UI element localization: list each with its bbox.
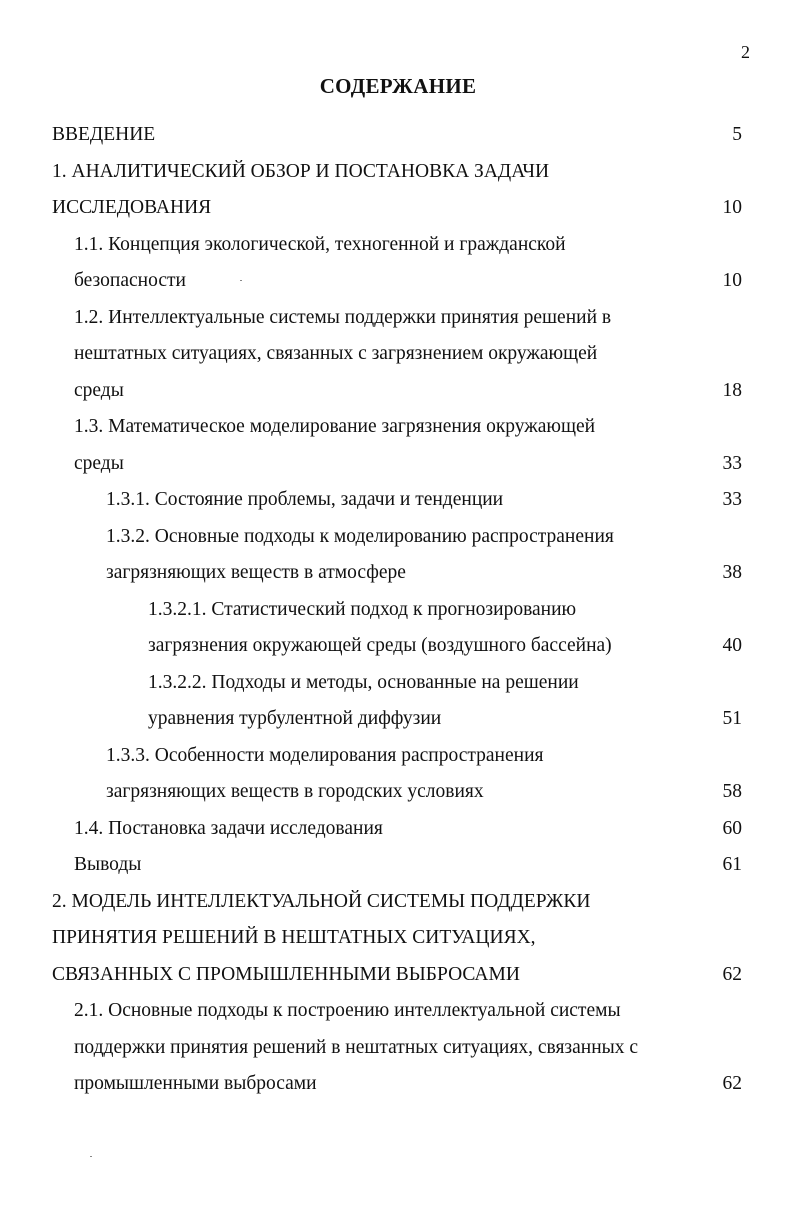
toc-entry-text: поддержки принятия решений в нештатных ситуациях, связанных с <box>74 1036 639 1058</box>
toc-entry-text: 2.1. Основные подходы к построению интеллектуальной системы <box>74 1000 621 1021</box>
toc-page-number: 18 <box>722 379 742 401</box>
toc-entry-text: загрязнения окружающей среды (воздушного бассейна) <box>148 635 612 656</box>
toc-entry-text: уравнения турбулентной диффузии <box>148 708 442 729</box>
toc-line <box>0 701 796 738</box>
toc-line <box>0 738 796 775</box>
toc-line <box>0 190 796 227</box>
toc-entry-text: ПРИНЯТИЯ РЕШЕНИЙ В НЕШТАТНЫХ СИТУАЦИЯХ, <box>52 927 536 948</box>
toc-line <box>0 774 796 811</box>
toc-page-number: 62 <box>722 963 742 985</box>
scan-speck <box>240 280 242 281</box>
toc-page-number: 5 <box>732 124 742 145</box>
page-number: 2 <box>741 42 750 62</box>
toc-page-number: 58 <box>722 781 742 802</box>
toc-entry-text: 1.3.3. Особенности моделирования распространения <box>106 744 544 766</box>
toc-entry-text: 1.1. Концепция экологической, техногенной и гражданской <box>74 233 566 255</box>
toc-line <box>0 628 796 665</box>
toc-line <box>0 1030 796 1067</box>
table-of-contents <box>0 117 796 1103</box>
toc-line <box>0 300 796 337</box>
toc-entry-text: загрязняющих веществ в городских условиях <box>106 781 484 802</box>
toc-line <box>0 409 796 446</box>
toc-line <box>0 263 796 300</box>
toc-line <box>0 847 796 884</box>
toc-page-number: 60 <box>722 817 742 839</box>
toc-line <box>0 519 796 556</box>
toc-line <box>0 446 796 483</box>
toc-entry-text: СВЯЗАННЫХ С ПРОМЫШЛЕННЫМИ ВЫБРОСАМИ <box>52 963 520 985</box>
toc-line <box>0 555 796 592</box>
toc-entry-text: среды <box>74 452 124 474</box>
toc-line <box>0 227 796 264</box>
toc-entry-text: 1.2. Интеллектуальные системы поддержки принятия решений в <box>74 306 612 328</box>
toc-page-number: 10 <box>722 270 742 291</box>
scan-speck <box>90 1156 92 1157</box>
toc-line <box>0 993 796 1030</box>
toc-line <box>0 1066 796 1103</box>
toc-line <box>0 665 796 702</box>
toc-line <box>0 811 796 848</box>
toc-page-number: 33 <box>722 489 742 510</box>
toc-page-number: 61 <box>722 854 742 875</box>
toc-entry-text: 2. МОДЕЛЬ ИНТЕЛЛЕКТУАЛЬНОЙ СИСТЕМЫ ПОДДЕРЖКИ <box>52 890 591 912</box>
page-title: СОДЕРЖАНИЕ <box>319 74 477 98</box>
toc-entry-text: 1. АНАЛИТИЧЕСКИЙ ОБЗОР И ПОСТАНОВКА ЗАДАЧИ <box>52 160 550 182</box>
toc-entry-text: ИССЛЕДОВАНИЯ <box>52 197 212 218</box>
toc-entry-text: Выводы <box>74 854 142 875</box>
toc-page-number: 62 <box>722 1073 742 1094</box>
toc-line <box>0 920 796 957</box>
toc-page-number: 33 <box>722 452 742 474</box>
toc-line <box>0 592 796 629</box>
toc-line <box>0 957 796 994</box>
toc-entry-text: безопасности <box>74 270 186 291</box>
toc-entry-text: 1.3.2.2. Подходы и методы, основанные на решении <box>148 671 579 693</box>
toc-entry-text: ВВЕДЕНИЕ <box>52 124 156 145</box>
toc-entry-text: 1.3. Математическое моделирование загрязнения окружающей <box>74 416 596 437</box>
toc-line <box>0 884 796 921</box>
toc-entry-text: загрязняющих веществ в атмосфере <box>106 562 406 583</box>
toc-page-number: 38 <box>722 562 742 583</box>
toc-entry-text: среды <box>74 379 124 401</box>
toc-line <box>0 336 796 373</box>
toc-line <box>0 373 796 410</box>
toc-entry-text: 1.3.2. Основные подходы к моделированию распространения <box>106 525 614 547</box>
toc-page-number: 51 <box>722 708 742 729</box>
toc-line <box>0 482 796 519</box>
toc-entry-text: 1.4. Постановка задачи исследования <box>74 817 383 839</box>
toc-page-number: 10 <box>722 197 742 218</box>
toc-entry-text: 1.3.1. Состояние проблемы, задачи и тенденции <box>106 489 504 510</box>
toc-line <box>0 154 796 191</box>
toc-entry-text: 1.3.2.1. Статистический подход к прогнозированию <box>148 598 577 620</box>
toc-entry-text: нештатных ситуациях, связанных с загрязнением окружающей <box>74 343 598 364</box>
toc-line <box>0 117 796 154</box>
toc-entry-text: промышленными выбросами <box>74 1073 317 1094</box>
toc-page-number: 40 <box>722 635 742 656</box>
